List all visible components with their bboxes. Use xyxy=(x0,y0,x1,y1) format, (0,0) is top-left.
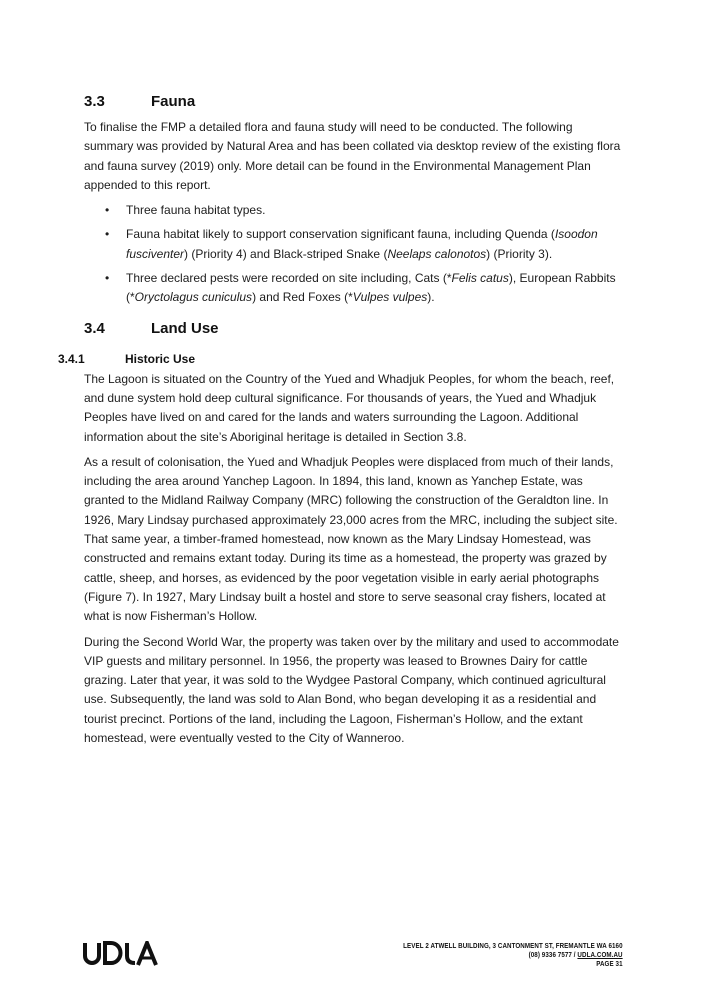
bullet-icon: • xyxy=(105,227,110,242)
species-name: Isoodon fusciventer xyxy=(126,227,598,261)
historic-use-paragraph-3: During the Second World War, the property was taken over by the military and used to accommodate VIP guests and military personnel. In 1956, the property was leased to Brownes Dairy for cattle grazing. Later that year, it was sold to the Wydgee Pastoral Company, which continued agricultural use. Subsequently, the land was sold to Alan Bond, who began developing it as a residential and tourist precinct. Portions of the land, including the Lagoon, Fisherman’s Hollow, and the extant homestead, were eventually vested to the City of Wanneroo. xyxy=(84,634,619,746)
udla-logo xyxy=(83,941,159,972)
section-heading-fauna xyxy=(84,92,624,112)
footer-separator: / xyxy=(572,950,578,959)
bullet-text: ) (Priority 4) and Black-striped Snake ( xyxy=(184,246,388,261)
bullet-icon: • xyxy=(105,271,110,286)
udla-logo-icon xyxy=(83,941,159,967)
section-title: Fauna xyxy=(151,93,196,110)
footer-contact-line xyxy=(404,950,623,959)
subsection-number: 3.4.1 xyxy=(58,351,85,366)
bullet-text: Three declared pests were recorded on site including, Cats (* xyxy=(126,271,452,286)
bullet-text: Fauna habitat likely to support conservation significant fauna, including Quenda ( xyxy=(126,227,555,242)
fauna-intro-paragraph: To finalise the FMP a detailed flora and fauna study will need to be conducted. The following summary was provided by Natural Area and has been collated via desktop review of the existing flora and fauna survey (2019) only. More detail can be found in the Environmental Management Plan appended to this report. xyxy=(84,120,621,192)
subsection-heading-historic-use xyxy=(58,351,624,367)
section-heading-land-use xyxy=(84,319,624,339)
historic-use-paragraph-2: As a result of colonisation, the Yued and Whadjuk Peoples were displaced from much of their lands, including the area around Yanchep Lagoon. In 1894, this land, known as Yanchep Estate, was granted to the Midland Railway Company (MRC) following the construction of the Geraldton line. In 1926, Mary Lindsay purchased approximately 23,000 acres from the MRC, including the subject site. That same year, a timber-framed homestead, now known as the Mary Lindsay Homestead, was constructed and remains extant today. During its time as a homestead, the property was grazed by cattle, sheep, and horses, as evidenced by the poor vegetation visible in early aerial photographs (Figure 7). In 1927, Mary Lindsay built a hostel and store to serve seasonal cray fishers, located at what is now Fisherman’s Hollow. xyxy=(84,454,618,624)
footer-website-link[interactable]: UDLA.COM.AU xyxy=(577,950,623,959)
footer-address: LEVEL 2 ATWELL BUILDING, 3 CANTONMENT ST, FREMANTLE WA 6160 xyxy=(403,941,623,950)
bullet-text: ), European Rabbits (* xyxy=(126,271,616,305)
bullet-text: ) (Priority 3). xyxy=(486,246,553,261)
section-number: 3.4 xyxy=(84,319,105,337)
species-name: Neelaps calonotos xyxy=(387,246,487,261)
subsection-title: Historic Use xyxy=(125,351,196,366)
bullet-text: ). xyxy=(427,290,435,305)
section-title: Land Use xyxy=(151,319,219,337)
species-name: Vulpes vulpes xyxy=(352,290,428,305)
spacer xyxy=(84,339,624,351)
section-number: 3.3 xyxy=(84,93,105,110)
list-item xyxy=(84,201,624,220)
species-name: Oryctolagus cuniculus xyxy=(134,290,253,305)
footer-phone: (08) 9336 7577 xyxy=(528,950,573,959)
fauna-bullet-list xyxy=(84,201,624,307)
species-name: Felis catus xyxy=(451,271,509,286)
footer-contact xyxy=(404,941,623,968)
bullet-icon: • xyxy=(105,203,110,218)
bullet-text: ) and Red Foxes (* xyxy=(252,290,353,305)
bullet-text: Three fauna habitat types. xyxy=(126,203,266,218)
page-body xyxy=(58,92,624,754)
list-item xyxy=(84,225,624,264)
list-item xyxy=(84,269,624,308)
historic-use-paragraph-1: The Lagoon is situated on the Country of the Yued and Whadjuk Peoples, for whom the beach, reef, and dune system hold deep cultural significance. For thousands of years, the Yued and Whadjuk Peoples have lived on and cared for the lands and waters surrounding the Lagoon. Additional information about the site’s Aboriginal heritage is detailed in Section 3.8. xyxy=(84,371,615,444)
page-number: PAGE 31 xyxy=(596,959,623,968)
